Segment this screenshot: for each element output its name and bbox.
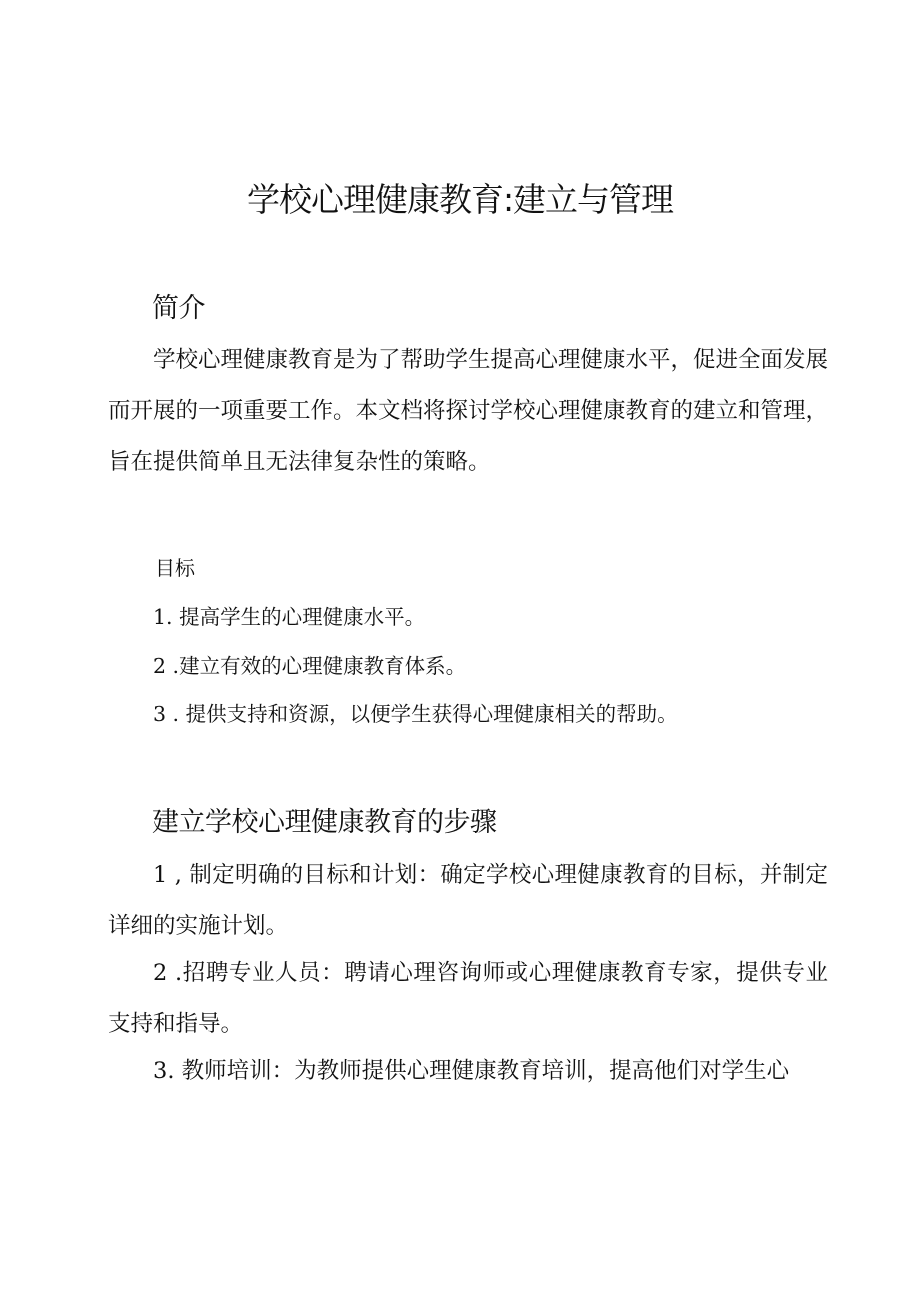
steps-heading: 建立学校心理健康教育的步骤 [152,807,497,838]
intro-heading: 简介 [152,293,205,324]
intro-paragraph: 学校心理健康教育是为了帮助学生提高心理健康水平，促进全面发展而开展的一项重要工作。本文档将探讨学校心理健康教育的建立和管理，旨在提供简单且无法律复杂性的策略。 [108,347,829,475]
step-item-2: 2 .招聘专业人员：聘请心理咨询师或心理健康教育专家，提供专业支持和指导。 [108,960,828,1037]
document-title: 学校心理健康教育:建立与管理 [246,180,674,219]
goal-item-3: 3 . 提供支持和资源，以便学生获得心理健康相关的帮助。 [153,702,678,726]
goal-item-1: 1. 提高学生的心理健康水平。 [153,605,426,629]
goals-label: 目标 [155,556,195,580]
goal-item-2: 2 .建立有效的心理健康教育体系。 [153,654,467,678]
step-item-1: 1 , 制定明确的目标和计划：确定学校心理健康教育的目标，并制定详细的实施计划。 [108,862,828,939]
step-item-3: 3. 教师培训：为教师提供心理健康教育培训，提高他们对学生心 [153,1058,790,1084]
